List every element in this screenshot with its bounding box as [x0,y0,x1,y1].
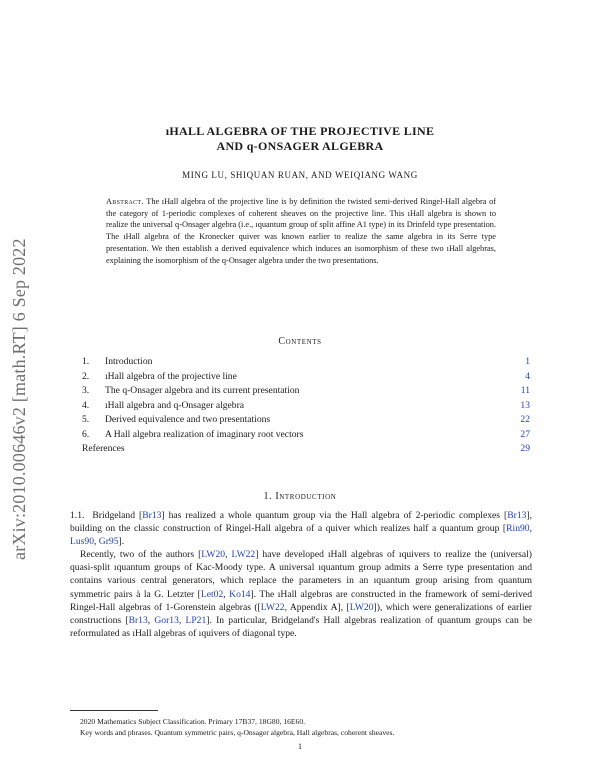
toc-page-link[interactable]: 4 [525,370,530,382]
toc-entry[interactable] [80,428,530,443]
abstract-text: The ıHall algebra of the projective line is by definition the twisted semi-derived Ringel-Hall algebra of the category of 1-periodic complexes of coherent sheaves on the projective line. This ıHall algebra is shown to realize the universal q-Onsager algebra (i.e., ıquantum group of split affine A1 type) in its Drinfeld type presentation. The ıHall algebra of the Kronecker quiver was known earlier to realize the same algebra in its Serre type presentation. We then establish a derived equivalence which induces an isomorphism of these two ıHall algebras, explaining the isomorphism of the q-Onsager algebra under the two presentations. [106,197,496,265]
citation-link[interactable]: Gor13 [154,614,179,626]
toc-entry-title[interactable]: The q-Onsager algebra and its current presentation [105,385,300,396]
paragraph [70,548,532,640]
footnote-keywords: Key words and phrases. Quantum symmetric pairs, q-Onsager algebra, Hall algebras, coherent sheaves. [80,728,395,737]
citation-link[interactable]: Gr95 [98,536,119,548]
toc-entry[interactable] [80,355,530,370]
text-run: ], building on the classic construction of Ringel-Hall algebra of a quiver which realizes half a quantum group [ [70,510,532,535]
paper-title-line-1: ıHALL ALGEBRA OF THE PROJECTIVE LINE [165,124,435,138]
paragraph-label: 1.1. [70,510,85,521]
toc-page-link[interactable]: 29 [520,443,530,454]
arxiv-identifier-stamp: arXiv:2010.00646v2 [math.RT] 6 Sep 2022 [9,238,29,560]
toc-entry-number: 5. [82,414,90,425]
citation-link[interactable]: LW22 [260,601,285,613]
citation-link[interactable]: LW22 [231,549,256,561]
text-run: ]. [118,536,125,548]
text-run: ] has realized a whole quantum group via the Hall algebra of 2-periodic complexes [ [161,510,508,521]
contents-heading: Contents [278,336,322,347]
toc-entry[interactable] [80,384,530,399]
footnote-msc: 2020 Mathematics Subject Classification. Primary 17B37, 18G80, 16E60. [80,717,306,726]
text-run: , Appendix A], [ [284,601,350,613]
toc-entry[interactable] [80,413,530,428]
citation-link[interactable]: LW20 [201,549,226,561]
toc-entry-title[interactable]: Derived equivalence and two presentations [105,414,271,425]
citation-link[interactable]: Let02 [200,588,224,600]
citation-link[interactable]: Lus90 [70,536,94,548]
toc-entry-number: 1. [82,356,90,367]
abstract [106,196,496,266]
author-list: MING LU, SHIQUAN RUAN, AND WEIQIANG WANG [182,170,418,180]
toc-page-link[interactable]: 27 [520,428,530,440]
text-run: , [225,549,232,561]
toc-page-link[interactable]: 11 [520,385,530,396]
toc-entry-number: 4. [82,399,90,411]
citation-link[interactable]: Br13 [507,510,527,521]
section-heading: 1. Introduction [263,491,337,502]
text-run: , [93,536,99,548]
text-run: Bridgeland [ [92,510,143,521]
text-run: , [223,588,230,600]
paper-title-line-2: AND q-ONSAGER ALGEBRA [216,139,384,153]
abstract-label: Abstract. [106,197,144,206]
citation-link[interactable]: Br13 [128,614,148,626]
toc-entry[interactable] [80,399,530,414]
text-run: ]), which were generalizations of earlier constructions [ [70,601,532,626]
toc-entry-title[interactable]: References [82,443,125,454]
toc-entry-title[interactable]: ıHall algebra and q-Onsager algebra [105,399,245,411]
text-run: ]. In particular, Bridgeland's Hall algebras realization of quantum groups can be reformulated as ıHall algebras of ıquivers of diagonal type. [70,614,532,639]
citation-link[interactable]: Ko14 [229,588,251,600]
citation-link[interactable]: LW20 [349,601,374,613]
citation-link[interactable]: Rin90 [506,523,530,535]
toc-page-link[interactable]: 1 [525,356,530,367]
toc-entry-number: 2. [82,370,90,382]
toc-references-entry[interactable] [80,442,530,457]
text-run: Recently, two of the authors [ [80,549,202,561]
introduction-body [70,509,532,640]
toc-entry-title[interactable]: A Hall algebra realization of imaginary root vectors [105,428,304,440]
citation-link[interactable]: LP21 [185,614,207,626]
toc-entry-title[interactable]: Introduction [105,356,153,367]
toc-entry[interactable] [80,370,530,385]
text-run: ]. The ıHall algebras are constructed in the framework of semi-derived Ringel-Hall algebras of 1-Gorenstein algebras ([ [70,588,532,613]
text-run: , [147,614,155,626]
toc-page-link[interactable]: 13 [520,399,530,411]
toc-entry-number: 3. [82,385,90,396]
text-run: , [178,614,186,626]
text-run: ] have developed ıHall algebras of ıquivers to realize the (universal) quasi-split ıquantum groups of Kac-Moody type. A universal ıquantum group admits a Serre type presentation and contains various central generators, which replace the parameters in an ıquantum group arising from quantum symmetric pairs à la G. Letzter [ [70,549,533,600]
toc-entry-title[interactable]: ıHall algebra of the projective line [105,370,237,382]
text-run: , [529,523,532,535]
footnote-divider [70,710,158,711]
toc-page-link[interactable]: 22 [520,414,530,425]
table-of-contents [80,355,530,457]
toc-entry-number: 6. [82,428,90,440]
footnotes [70,716,532,738]
citation-link[interactable]: Br13 [142,510,162,521]
page-number: 1 [297,741,303,751]
paragraph [70,509,532,548]
